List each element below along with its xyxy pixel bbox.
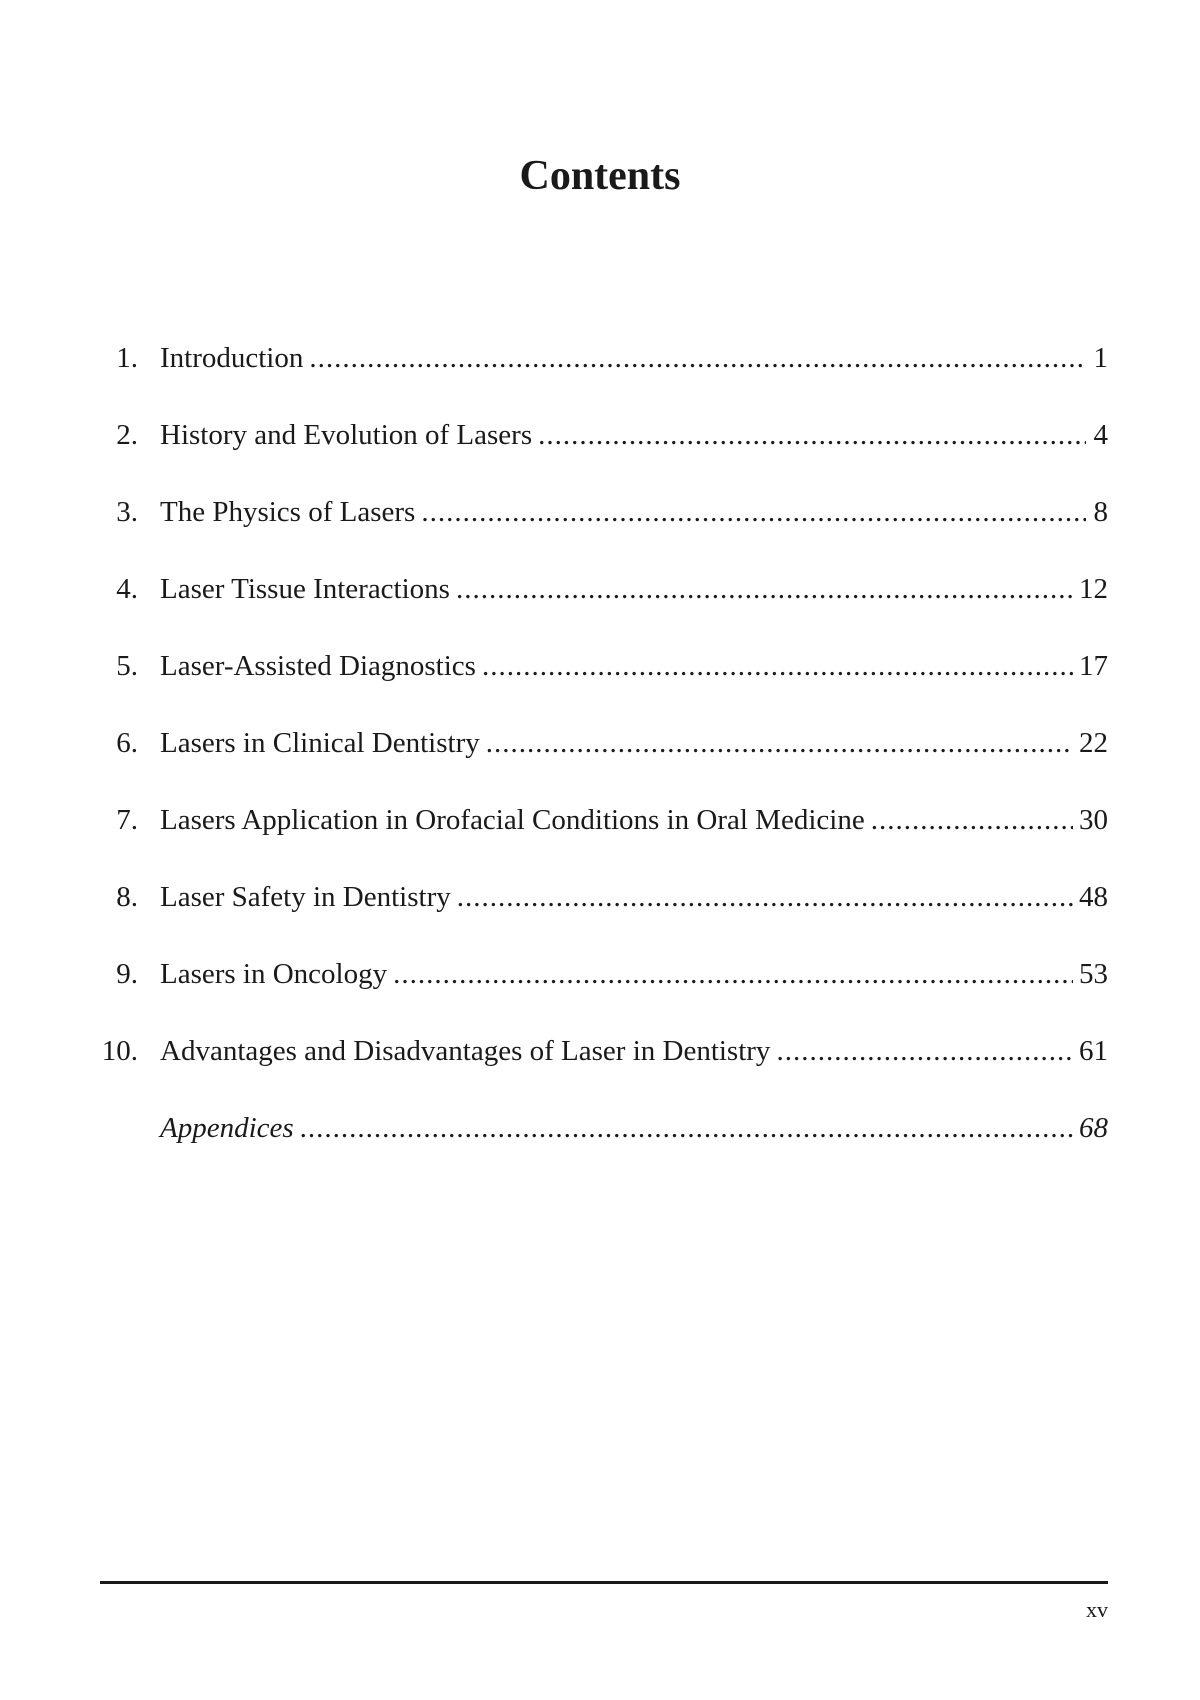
dot-leader: [457, 877, 1073, 917]
toc-entry-lasers-in-oncology[interactable]: [90, 954, 1108, 1031]
toc-entry-title: Advantages and Disadvantages of Laser in Dentistry: [160, 1035, 771, 1067]
toc-entry-page: 61: [1079, 1035, 1108, 1067]
toc-entry-page: 22: [1079, 727, 1108, 759]
dot-leader: [871, 800, 1073, 840]
toc-entry-history-and-evolution[interactable]: [90, 415, 1108, 492]
toc-entry-page: 68: [1079, 1112, 1108, 1144]
toc-entry-title: Introduction: [160, 342, 304, 374]
toc-entry-number: 9.: [116, 958, 138, 990]
toc-entry-laser-tissue-interactions[interactable]: [90, 569, 1108, 646]
toc-entry-title: History and Evolution of Lasers: [160, 419, 533, 451]
dot-leader: [482, 646, 1073, 686]
toc-entry-physics-of-lasers[interactable]: [90, 492, 1108, 569]
dot-leader: [393, 954, 1073, 994]
toc-entry-advantages-and-disadvantages[interactable]: [90, 1031, 1108, 1108]
toc-entry-page: 17: [1079, 650, 1108, 682]
toc-entry-number: 8.: [116, 881, 138, 913]
toc-entry-title: Laser Tissue Interactions: [160, 573, 450, 605]
toc-entry-page: 12: [1079, 573, 1108, 605]
toc-entry-page: 1: [1093, 342, 1108, 374]
toc-entry-orofacial-conditions[interactable]: [90, 800, 1108, 877]
dot-leader: [309, 338, 1086, 378]
toc-entry-number: 4.: [116, 573, 138, 605]
toc-entry-number: 2.: [116, 419, 138, 451]
dot-leader: [486, 723, 1073, 763]
toc-entry-number: 5.: [116, 650, 138, 682]
toc-entry-number: 6.: [116, 727, 138, 759]
toc-entry-introduction[interactable]: [90, 338, 1108, 415]
toc-entry-title: Lasers in Oncology: [160, 958, 388, 990]
toc-entry-page: 53: [1079, 958, 1108, 990]
toc-entry-number: 7.: [116, 804, 138, 836]
footer-divider: [100, 1581, 1108, 1584]
toc-entry-number: 10.: [101, 1035, 138, 1067]
toc-entry-page: 4: [1093, 419, 1108, 451]
table-of-contents: [90, 338, 1108, 1185]
toc-entry-appendices[interactable]: [90, 1108, 1108, 1185]
dot-leader: [421, 492, 1086, 532]
toc-entry-laser-assisted-diagnostics[interactable]: [90, 646, 1108, 723]
toc-entry-title: Lasers Application in Orofacial Conditions in Oral Medicine: [160, 804, 865, 836]
dot-leader: [300, 1108, 1073, 1148]
page-title: Contents: [519, 153, 681, 199]
toc-entry-title: Laser Safety in Dentistry: [160, 881, 451, 913]
toc-entry-title: The Physics of Lasers: [160, 496, 416, 528]
toc-entry-page: 30: [1079, 804, 1108, 836]
dot-leader: [538, 415, 1086, 455]
dot-leader: [776, 1031, 1073, 1071]
toc-entry-title: Lasers in Clinical Dentistry: [160, 727, 480, 759]
toc-entry-page: 8: [1093, 496, 1108, 528]
toc-entry-laser-safety[interactable]: [90, 877, 1108, 954]
toc-entry-page: 48: [1079, 881, 1108, 913]
toc-entry-number: 3.: [116, 496, 138, 528]
toc-entry-number: 1.: [116, 342, 138, 374]
toc-entry-lasers-in-clinical-dentistry[interactable]: [90, 723, 1108, 800]
dot-leader: [456, 569, 1073, 609]
toc-entry-title: Appendices: [160, 1112, 294, 1144]
toc-entry-title: Laser-Assisted Diagnostics: [160, 650, 476, 682]
page-number: xv: [1086, 1597, 1108, 1622]
